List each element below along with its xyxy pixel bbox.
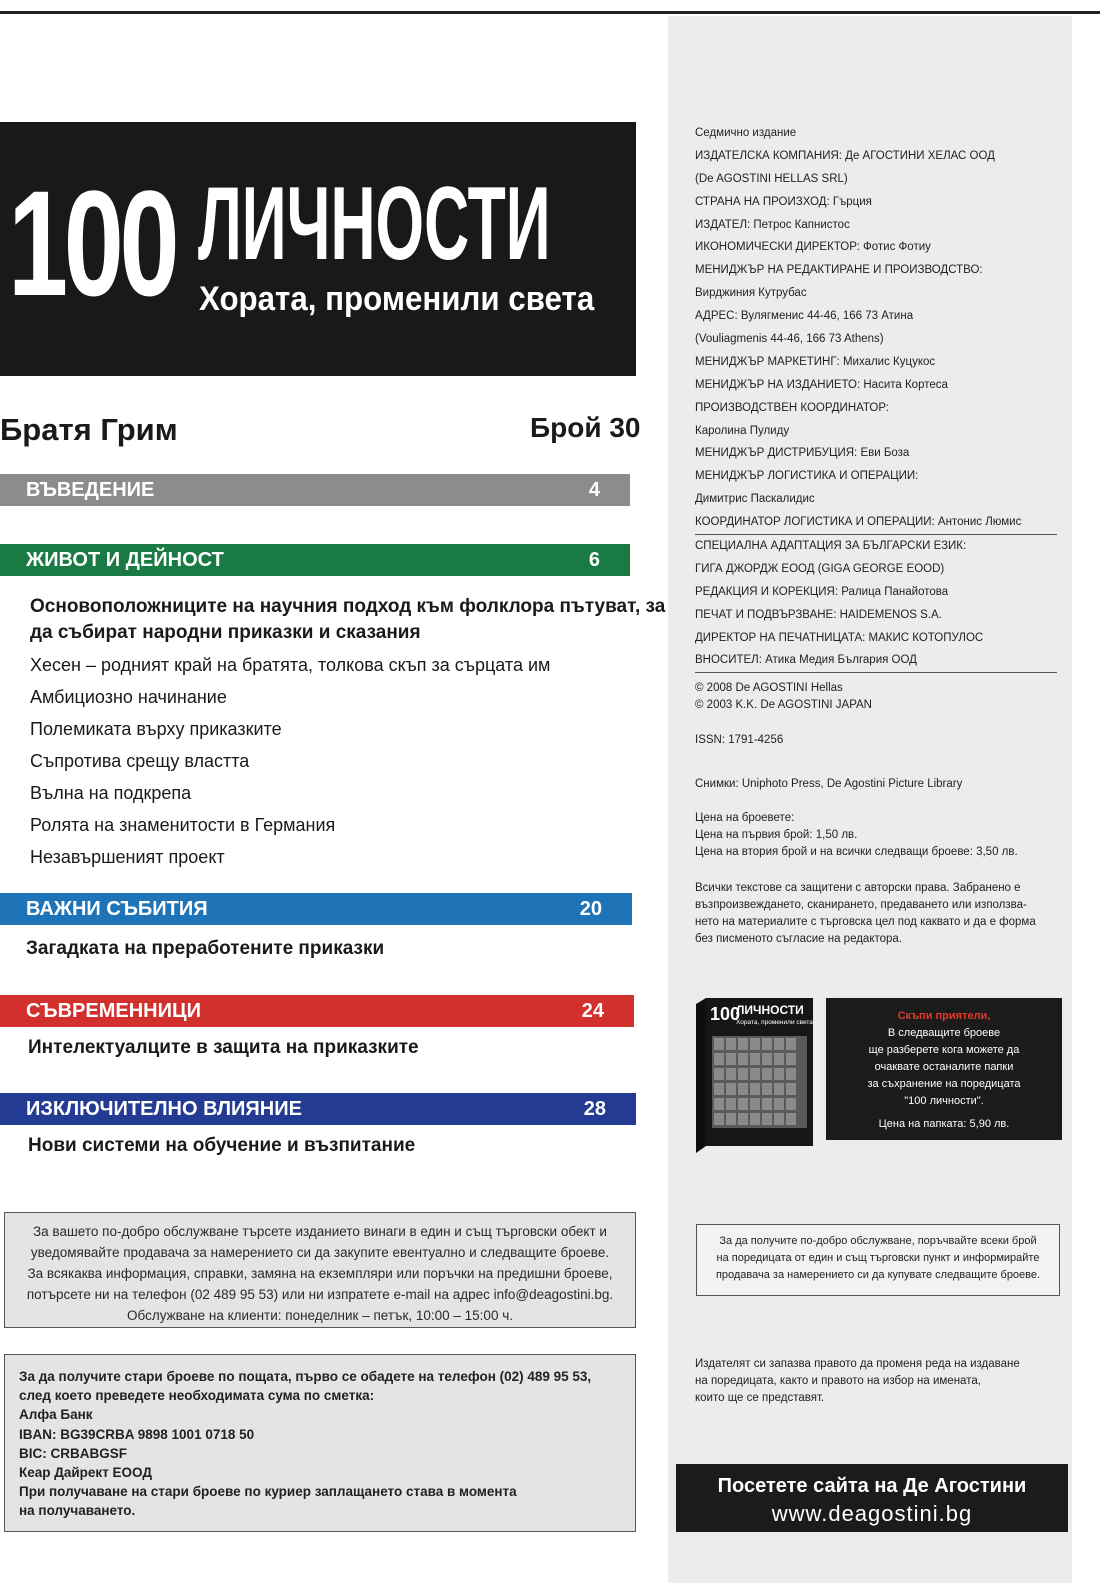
customer-service-box <box>4 1212 636 1328</box>
credit-line: МЕНИДЖЪР НА ИЗДАНИЕТО: Насита Кортеса <box>695 378 948 391</box>
rights-line: нето на материалите с търговска цел под каквато и да е форма <box>695 916 1036 928</box>
issue-subject: Братя Грим <box>0 412 178 447</box>
payment-line: BIC: CRBABGSF <box>19 1445 127 1461</box>
section-label: ВЪВЕДЕНИЕ <box>26 479 155 501</box>
copyright-line: © 2003 K.K. De AGOSTINI JAPAN <box>695 699 872 711</box>
payment-line: на получаването. <box>19 1503 136 1519</box>
ordering-advice-box <box>696 1224 1060 1296</box>
credit-line: ИЗДАТЕЛ: Петрос Капнистос <box>695 218 850 231</box>
toc-lead-line[interactable]: да събират народни приказки и сказания <box>30 622 421 643</box>
note-line: на поредицата, както и правото на избор на имената, <box>695 1375 981 1387</box>
copyright-rights <box>695 880 1055 948</box>
customer-line: За вашето по-добро обслужване търсете изданието винаги в един и същ търговски обект и <box>33 1224 607 1239</box>
issue-number: Брой 30 <box>530 412 641 443</box>
section-page: 24 <box>581 1000 604 1022</box>
credit-line: ГИГА ДЖОРДЖ ЕООД (GIGA GEORGE EOOD) <box>695 562 945 575</box>
credit-line: ВНОСИТЕЛ: Атика Медия България ООД <box>695 649 1057 673</box>
folder-cover-title: ЛИЧНОСТИ <box>736 1003 804 1017</box>
rights-line: Всички текстове са защитени с авторски права. Забранено е <box>695 882 1021 894</box>
credit-line: ИКОНОМИЧЕСКИ ДИРЕКТОР: Фотис Фотиу <box>695 241 931 254</box>
credit-line: РЕДАКЦИЯ И КОРЕКЦИЯ: Ралица Панайотова <box>695 585 949 598</box>
payment-line: IBAN: BG39CRBA 9898 1001 0718 50 <box>19 1426 255 1442</box>
top-rule <box>0 0 1100 14</box>
credit-line: СТРАНА НА ПРОИЗХОД: Гърция <box>695 195 872 208</box>
folder-cover-image <box>696 998 813 1153</box>
toc-item[interactable]: Амбициозно начинание <box>30 687 227 707</box>
service-line: За да получите по-добро обслужване, поръчвайте всеки брой <box>719 1235 1037 1247</box>
credit-line: Каролина Пулиду <box>695 424 790 437</box>
section-label: ЖИВОТ И ДЕЙНОСТ <box>26 549 224 571</box>
toc-item[interactable]: Ролята на знаменитости в Германия <box>30 815 336 835</box>
folder-line: за съхранение на поредицата <box>867 1078 1021 1090</box>
toc-item[interactable]: Полемиката върху приказките <box>30 719 282 739</box>
folder-heading: Скъпи приятели, <box>897 1010 991 1022</box>
section-page: 6 <box>588 549 600 571</box>
price-line: Цена на броевете: <box>695 812 795 824</box>
credit-line: (De AGOSTINI HELLAS SRL) <box>695 172 848 185</box>
section-page: 20 <box>579 898 602 920</box>
section-bar-exceptional-influence[interactable] <box>0 1093 636 1125</box>
section-page: 28 <box>583 1098 606 1120</box>
folder-announcement-box <box>826 998 1062 1140</box>
folder-line: ще разберете кога можете да <box>868 1044 1020 1056</box>
note-line: които ще се представят. <box>695 1392 825 1404</box>
credit-line: ДИРЕКТОР НА ПЕЧАТНИЦАТА: МАКИС КОТОПУЛОС <box>695 631 984 644</box>
toc-item[interactable]: Хесен – родният край на братята, толкова скъп за сърцата им <box>30 655 551 675</box>
credit-line: МЕНИДЖЪР ДИСТРИБУЦИЯ: Еви Боза <box>695 447 910 460</box>
note-line: Издателят си запазва правото да променя реда на издаване <box>695 1358 1020 1370</box>
folder-price: Цена на папката: 5,90 лв. <box>878 1118 1010 1130</box>
photo-credits: Снимки: Uniphoto Press, De Agostini Picture Library <box>695 778 963 790</box>
payment-line: Алфа Банк <box>19 1407 93 1423</box>
section-bar-life-and-work[interactable] <box>0 544 630 576</box>
publisher-note <box>695 1356 1055 1407</box>
credit-line: Димитрис Паскалидис <box>695 493 815 506</box>
folder-line: В следващите броеве <box>887 1027 1001 1039</box>
payment-line: след което преведете необходимата сума по сметка: <box>19 1388 375 1404</box>
rights-line: възпроизвеждането, сканирането, предаването или използва- <box>695 899 1027 911</box>
toc-lead-line[interactable]: Загадката на преработените приказки <box>26 938 385 959</box>
folder-line: "100 личности". <box>904 1095 984 1107</box>
payment-line: Кеар Дайрект ЕООД <box>19 1465 152 1481</box>
section-bar-contemporaries[interactable] <box>0 995 634 1027</box>
website-banner-title: Посетете сайта на Де Агостини <box>717 1475 1027 1497</box>
credit-line: ИЗДАТЕЛСКА КОМПАНИЯ: Де АГОСТИНИ ХЕЛАС ООД <box>695 149 995 162</box>
toc-item[interactable]: Вълна на подкрепа <box>30 783 192 803</box>
credit-line: СПЕЦИАЛНА АДАПТАЦИЯ ЗА БЪЛГАРСКИ ЕЗИК: <box>695 540 967 553</box>
issn: ISSN: 1791-4256 <box>695 734 784 746</box>
back-issues-payment-box <box>4 1354 636 1532</box>
rights-line: без писменото съгласие на редактора. <box>695 933 903 945</box>
section-label: ВАЖНИ СЪБИТИЯ <box>26 898 208 920</box>
website-banner[interactable] <box>676 1464 1068 1532</box>
customer-line: За всякаква информация, справки, замяна на екземпляри или поръчки на предишни броеве, <box>27 1266 613 1281</box>
service-line: продавача за намерението си да купувате следващите броеве. <box>715 1269 1041 1281</box>
credit-line: ПРОИЗВОДСТВЕН КООРДИНАТОР: <box>695 401 889 414</box>
prices <box>695 810 1055 861</box>
toc-lead-line[interactable]: Нови системи на обучение и възпитание <box>28 1135 416 1156</box>
section-page: 4 <box>588 479 600 501</box>
folder-cover-number: 100 <box>710 1004 741 1024</box>
credit-line: Седмично издание <box>695 127 797 139</box>
customer-line: потърсете ни на телефон (02 489 95 53) или ни изпратете e-mail на адрес info@deagostini.bg. <box>26 1287 614 1302</box>
credit-line: АДРЕС: Вулягменис 44-46, 166 73 Атина <box>695 310 914 323</box>
masthead-number: 100 <box>8 159 176 327</box>
publishing-credits <box>695 122 1057 673</box>
section-bar-introduction[interactable] <box>0 474 630 506</box>
credit-line: ПЕЧАТ И ПОДВЪРЗВАНЕ: HAIDEMENOS S.A. <box>695 608 942 621</box>
section-bar-important-events[interactable] <box>0 893 632 925</box>
folder-line: очаквате останалите папки <box>874 1061 1014 1073</box>
copyright-notice <box>695 680 1055 714</box>
credit-line: МЕНИДЖЪР НА РЕДАКТИРАНЕ И ПРОИЗВОДСТВО: <box>695 264 983 277</box>
credit-line: МЕНИДЖЪР МАРКЕТИНГ: Михалис Куцукос <box>695 355 936 368</box>
website-link[interactable]: www.deagostini.bg <box>771 1501 973 1526</box>
payment-line: При получаване на стари броеве по куриер заплащането става в момента <box>19 1484 517 1500</box>
copyright-line: © 2008 De AGOSTINI Hellas <box>695 682 843 694</box>
customer-line: Обслужване на клиенти: понеделник – петък, 10:00 – 15:00 ч. <box>127 1308 513 1323</box>
service-line: на поредицата от един и същ търговски пункт и информирайте <box>716 1252 1040 1264</box>
toc-lead-line[interactable]: Основоположниците на научния подход към фолклора пътуват, за <box>30 596 666 617</box>
section-label: ИЗКЛЮЧИТЕЛНО ВЛИЯНИЕ <box>26 1098 302 1120</box>
customer-line: уведомявайте продавача за намерението си да закупите евентуално и следващите броеве. <box>30 1245 610 1260</box>
credit-line: МЕНИДЖЪР ЛОГИСТИКА И ОПЕРАЦИИ: <box>695 470 919 483</box>
toc-item[interactable]: Съпротива срещу властта <box>30 751 250 771</box>
toc-item[interactable]: Незавършеният проект <box>30 847 225 867</box>
price-line: Цена на втория брой и на всички следващи броеве: 3,50 лв. <box>695 846 1018 858</box>
price-line: Цена на първия брой: 1,50 лв. <box>695 829 858 841</box>
toc-lead-line[interactable]: Интелектуалците в защита на приказките <box>28 1037 419 1058</box>
folder-cover-subtitle: Хората, променили света <box>736 1019 813 1026</box>
section-label: СЪВРЕМЕННИЦИ <box>26 1000 201 1022</box>
payment-line: За да получите стари броеве по пощата, първо се обадете на телефон (02) 489 95 53, <box>19 1369 592 1384</box>
credit-line: КООРДИНАТОР ЛОГИСТИКА И ОПЕРАЦИИ: Антонис Люмис <box>695 511 1057 535</box>
masthead-subtitle: Хората, променили света <box>199 280 595 318</box>
masthead-title: ЛИЧНОСТИ <box>198 166 551 282</box>
credit-line: (Vouliagmenis 44-46, 166 73 Athens) <box>695 333 884 346</box>
credit-line: Вирджиния Кутрубас <box>695 287 807 300</box>
